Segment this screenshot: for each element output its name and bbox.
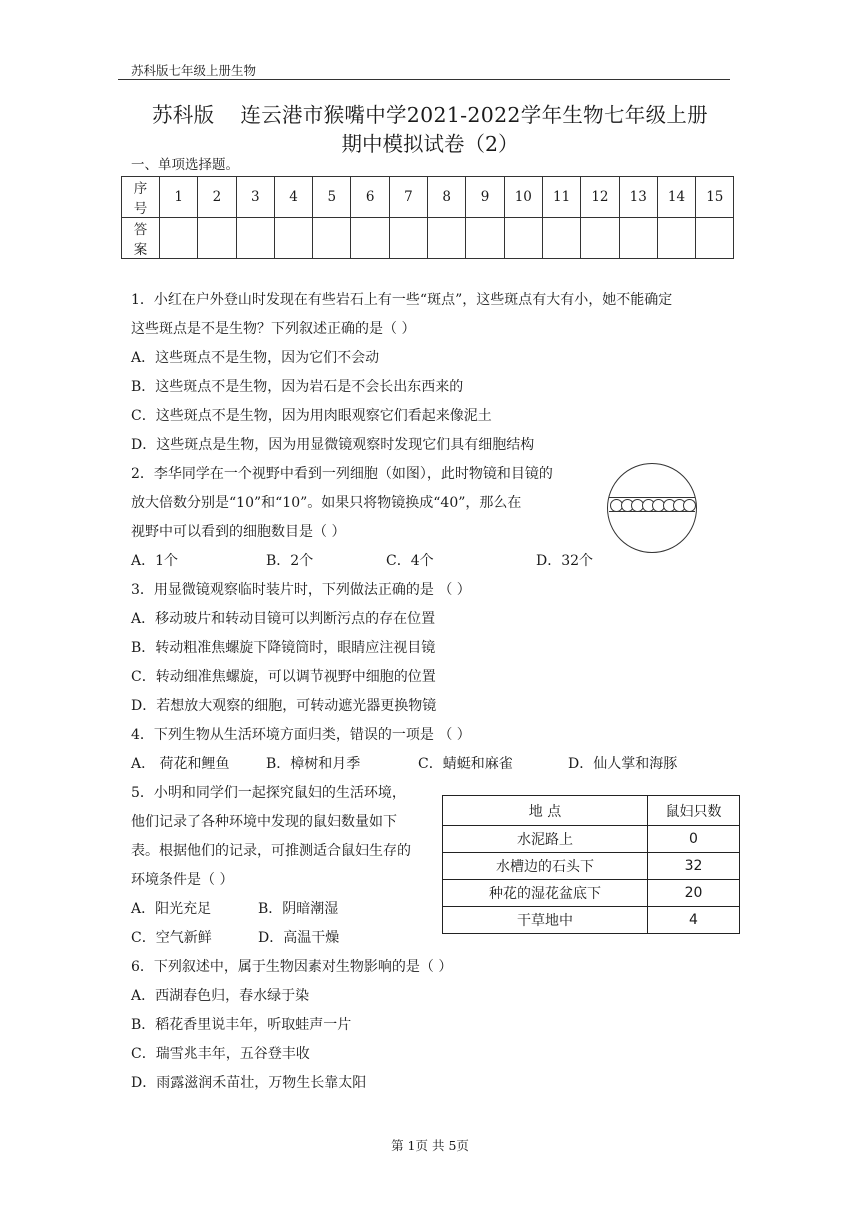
q2-stem-line2: 放大倍数分别是“10”和“10”。如果只将物镜换成“40”，那么在 [131,495,522,511]
answer-cell[interactable] [466,218,504,259]
q1-option-b: B．这些斑点不是生物，因为岩石是不会长出东西来的 [131,379,464,395]
question-number-cell: 8 [428,177,466,218]
question-number-cell: 2 [198,177,236,218]
q5-option-d: D．高温干燥 [258,930,340,946]
q5-stem-line3: 表。根据他们的记录，可推测适合鼠妇生存的 [131,843,411,859]
q5-stem-line1: 5．小明和同学们一起探究鼠妇的生活环境， [131,785,406,801]
question-number-cell: 7 [389,177,427,218]
row-label-answer: 答 案 [122,218,160,259]
header-count: 鼠妇只数 [648,796,740,826]
header-location: 地 点 [443,796,648,826]
answer-cell[interactable] [160,218,198,259]
q4-option-a: A． 荷花和鲤鱼 [131,756,230,772]
count-cell: 32 [648,853,740,880]
q6-option-b: B．稻花香里说丰年，听取蛙声一片 [131,1017,352,1033]
answer-cell[interactable] [428,218,466,259]
q6-option-c: C．瑞雪兆丰年，五谷登丰收 [131,1046,310,1062]
title-part1: 苏科版 [152,103,215,127]
table-row [443,826,740,853]
q1-option-a: A．这些斑点不是生物，因为它们不会动 [131,350,380,366]
location-cell: 水槽边的石头下 [443,853,648,880]
answer-cell[interactable] [581,218,619,259]
q4-option-c: C．蜻蜓和麻雀 [418,756,513,772]
question-number-cell: 3 [236,177,274,218]
question-number-cell: 5 [313,177,351,218]
q1-stem-line2: 这些斑点是不是生物？下列叙述正确的是（ ） [131,321,416,337]
q6-option-d: D．雨露滋润禾苗壮，万物生长靠太阳 [131,1075,367,1091]
location-cell: 干草地中 [443,907,648,934]
section-title: 一、单项选择题。 [131,157,239,173]
woodlouse-count-table [442,795,740,934]
question-number-cell: 10 [504,177,542,218]
q3-option-d: D．若想放大观察的细胞，可转动遮光器更换物镜 [131,698,437,714]
q5-option-a: A．阳光充足 [131,901,212,917]
question-number-cell: 14 [657,177,695,218]
q3-option-b: B．转动粗准焦螺旋下降镜筒时，眼睛应注视目镜 [131,640,436,656]
answer-table-answer-row [122,218,734,259]
q1-option-c: C．这些斑点不是生物，因为用肉眼观察它们看起来像泥土 [131,408,492,424]
q4-option-b: B．樟树和月季 [266,756,361,772]
answer-table-number-row [122,177,734,218]
q4-option-d: D．仙人掌和海豚 [568,756,678,772]
table-row [443,907,740,934]
question-number-cell: 4 [274,177,312,218]
page-subtitle: 期中模拟试卷（2） [341,132,519,156]
q3-option-a: A．移动玻片和转动目镜可以判断污点的存在位置 [131,611,436,627]
q1-stem-line1: 1．小红在户外登山时发现在有些岩石上有一些“斑点”，这些斑点有大有小，她不能确定 [131,292,673,308]
question-number-cell: 13 [619,177,657,218]
q2-option-d: D．32个 [536,553,594,569]
answer-cell[interactable] [504,218,542,259]
question-number-cell: 12 [581,177,619,218]
q3-option-c: C．转动细准焦螺旋，可以调节视野中细胞的位置 [131,669,436,685]
table-row [443,880,740,907]
answer-cell[interactable] [542,218,580,259]
answer-cell[interactable] [313,218,351,259]
question-number-cell: 1 [160,177,198,218]
q4-stem: 4．下列生物从生活环境方面归类，错误的一项是 （ ） [131,727,471,743]
q2-option-b: B．2个 [266,553,314,569]
location-cell: 种花的湿花盆底下 [443,880,648,907]
answer-cell[interactable] [657,218,695,259]
answer-cell[interactable] [274,218,312,259]
question-number-cell: 15 [696,177,734,218]
table-header-row [443,796,740,826]
page-footer: 第 1页 共 5页 [391,1138,469,1153]
answer-cell[interactable] [696,218,734,259]
count-cell: 20 [648,880,740,907]
header-divider [118,79,730,80]
q2-option-a: A．1个 [131,553,179,569]
q5-stem-line4: 环境条件是（ ） [131,872,234,888]
answer-cell[interactable] [236,218,274,259]
count-cell: 0 [648,826,740,853]
answer-cell[interactable] [619,218,657,259]
table-row [443,853,740,880]
q1-option-d: D．这些斑点是生物，因为用显微镜观察时发现它们具有细胞结构 [131,437,535,453]
answer-cell[interactable] [198,218,236,259]
q5-stem-line2: 他们记录了各种环境中发现的鼠妇数量如下 [131,814,397,830]
running-header: 苏科版七年级上册生物 [131,63,257,78]
q2-option-c: C．4个 [386,553,434,569]
title-part2: 连云港市猴嘴中学2021-2022学年生物七年级上册 [240,103,708,127]
cell-chain-top-edge [609,497,695,498]
question-number-cell: 6 [351,177,389,218]
page-title [0,98,860,128]
location-cell: 水泥路上 [443,826,648,853]
q2-stem-line1: 2．李华同学在一个视野中看到一列细胞（如图），此时物镜和目镜的 [131,466,553,482]
q6-option-a: A．西湖春色归，春水绿于染 [131,988,310,1004]
answer-cell[interactable] [351,218,389,259]
question-number-cell: 9 [466,177,504,218]
answer-cell[interactable] [389,218,427,259]
q2-stem-line3: 视野中可以看到的细胞数目是（ ） [131,524,346,540]
q5-option-b: B．阴暗潮湿 [258,901,339,917]
q5-option-c: C．空气新鲜 [131,930,212,946]
question-number-cell: 11 [542,177,580,218]
cell-shape [683,499,696,512]
q6-stem: 6．下列叙述中，属于生物因素对生物影响的是（ ） [131,959,453,975]
row-label-number: 序 号 [122,177,160,218]
answer-table [121,176,734,259]
q3-stem: 3．用显微镜观察临时装片时，下列做法正确的是 （ ） [131,582,471,598]
count-cell: 4 [648,907,740,934]
